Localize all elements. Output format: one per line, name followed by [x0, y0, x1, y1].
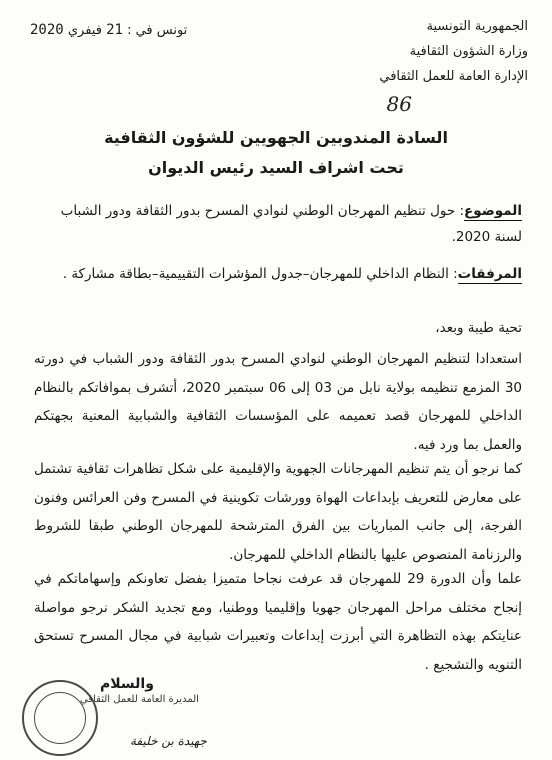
subject-label: الموضوع — [464, 203, 522, 219]
signer-title: المديرة العامة للعمل الثقافي — [80, 694, 199, 705]
body-paragraph-3: علما وأن الدورة 29 للمهرجان قد عرفت نجاحا متميزا بفضل تعاونكم وإسهاماتكم في إنجاح مختلف مراحل المهرجان جهويا وإقليميا ووطنيا، ومع تجديد الشكر نرجو مواصلة عنايتكم بهذه التظاهرة التي أبرزت إبداعات وتعبيرات شبابية في مجال المسرح تستحق التنويه والتشجيع . — [34, 571, 523, 673]
date-city-label: تونس في : — [127, 23, 188, 38]
attachments-text: : النظام الداخلي للمهرجان–جدول المؤشرات التقييمية–بطاقة مشاركة . — [62, 266, 458, 282]
greeting: تحية طيبة وبعد، — [435, 320, 522, 336]
addressee-line: السادة المندوبين الجهويين للشؤون الثقافية — [104, 128, 448, 147]
signer-name: جهيدة بن خليفة — [130, 734, 207, 748]
date-month: فيفري — [67, 23, 102, 38]
closing-salutation: والسلام — [100, 676, 154, 692]
attachments-label: المرفقات — [457, 266, 522, 282]
reference-number: 86 — [386, 92, 412, 116]
subject-text: : حول تنظيم المهرجان الوطني لنوادي المسرح بدور الثقافة ودور الشباب لسنة 2020. — [60, 203, 522, 245]
ministry-name: وزارة الشؤون الثقافية — [409, 44, 528, 59]
subject-block — [47, 198, 522, 250]
body-paragraph-1: استعدادا لتنظيم المهرجان الوطني لنوادي المسرح بدور الثقافة ودور الشباب في دورته 30 المزمع تنظيمه بولاية نابل من 03 إلى 06 سبتمبر 2020، أتشرف بموافاتكم بالنظام الداخلي للمهرجان قصد تعميمه على المؤسسات الثقافية والشبابية المعنية بجهتكم والعمل بما ورد فيه. — [34, 351, 522, 453]
addressee-supervision-line: تحت اشراف السيد رئيس الديوان — [148, 158, 404, 177]
directorate-name: الإدارة العامة للعمل الثقافي — [379, 69, 528, 84]
attachments-block — [47, 266, 522, 282]
stamp-inner-ring — [34, 692, 86, 744]
republic-name: الجمهورية التونسية — [426, 19, 528, 34]
date-year: 2020 — [30, 22, 64, 38]
body-paragraph-2: كما نرجو أن يتم تنظيم المهرجانات الجهوية والإقليمية على شكل تظاهرات ثقافية تشتمل على معارض للتعريف بإبداعات الهواة وورشات تكوينية في المسرح وفن العرائس وفنون الفرجة، إلى جانب المباريات بين الفرق المترشحة للمهرجان الوطني طبقا للشروط والرزنامة المنصوص عليها بالنظام الداخلي للمهرجان. — [34, 461, 522, 563]
letterhead — [288, 14, 528, 89]
letter-date — [30, 22, 187, 38]
official-stamp — [22, 680, 98, 756]
date-day: 21 — [106, 22, 123, 38]
